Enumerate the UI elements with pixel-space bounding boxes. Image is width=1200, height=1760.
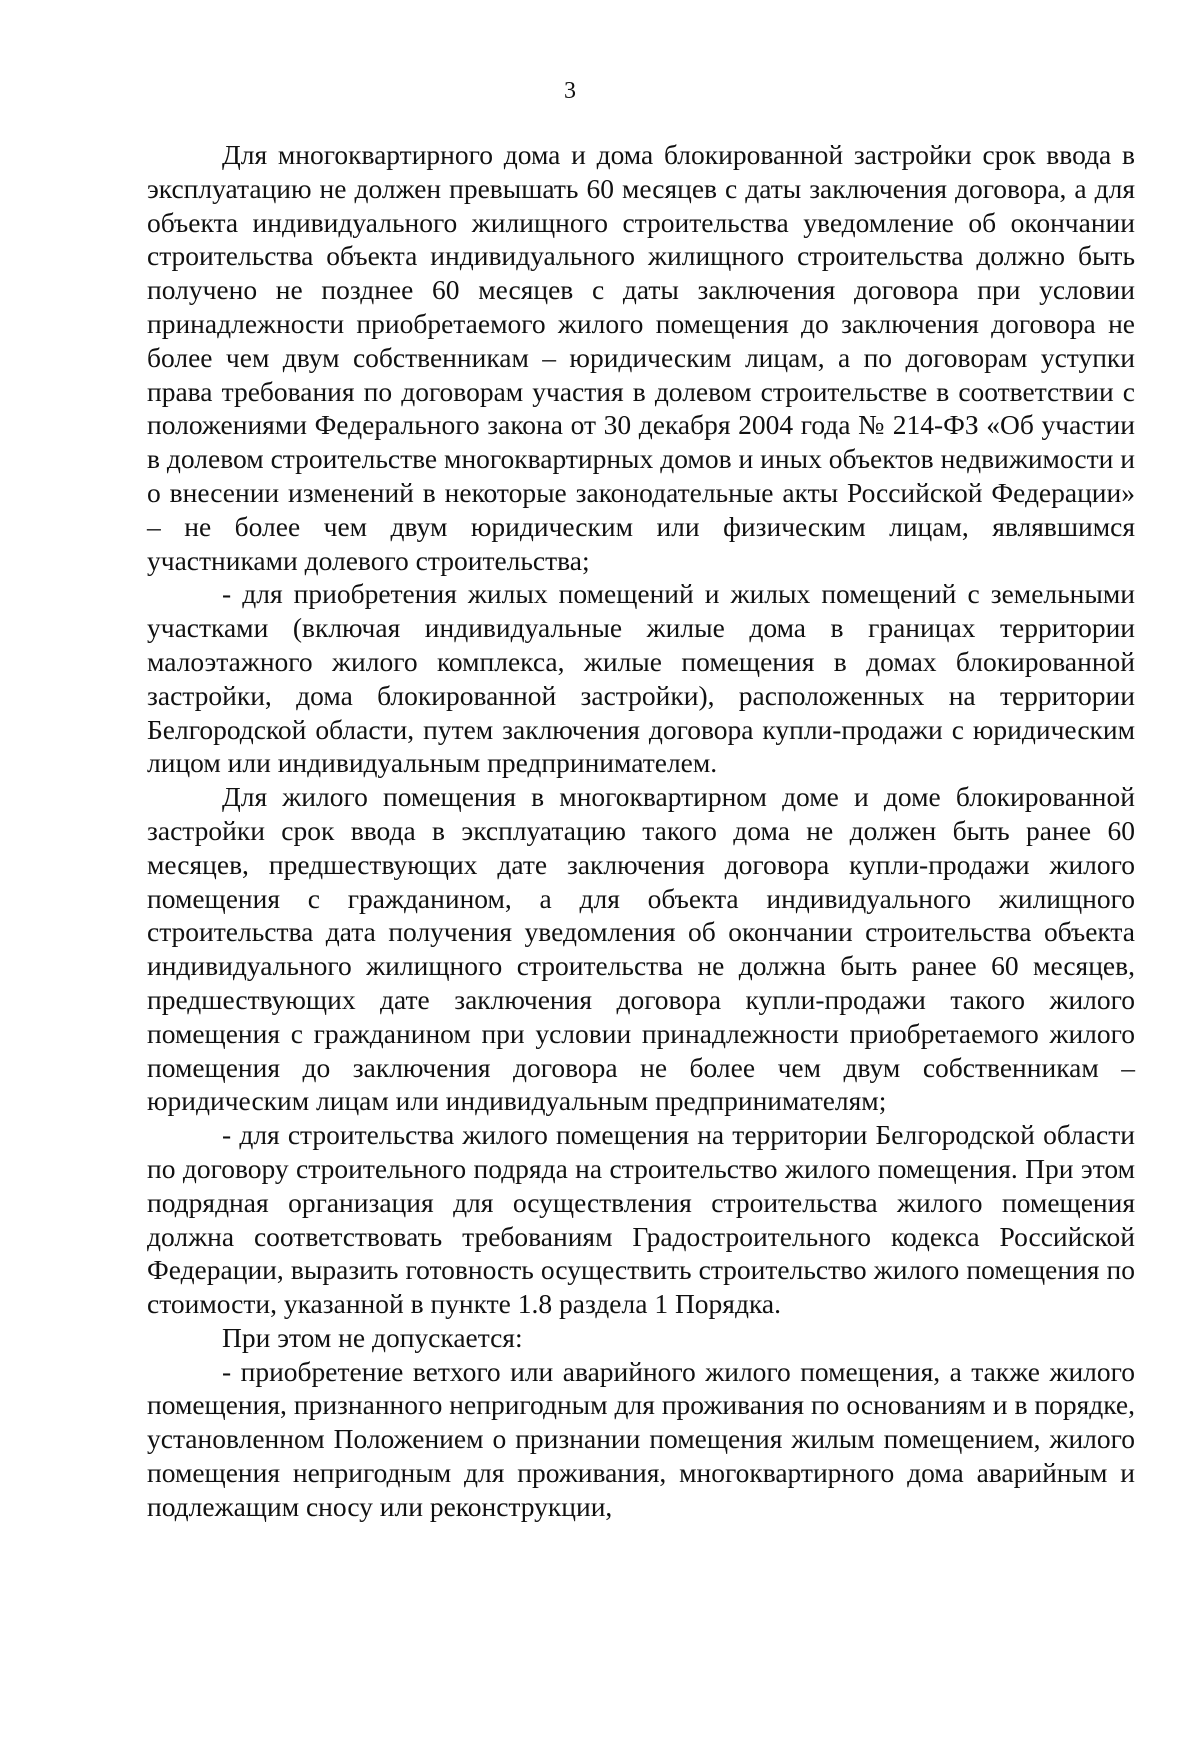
paragraph-purchase-from-legal-entity: - для приобретения жилых помещений и жилых помещений с земельными участками (включая индивидуальные жилые дома в границах территории малоэтажного жилого комплекса, жилые помещения в домах блокированной застройки, дома блокированной застройки), расположенных на территории Белгородской области, путем заключения договора купли-продажи с юридическим лицом или индивидуальным предпринимателем. xyxy=(147,578,1135,779)
document-body xyxy=(147,138,1135,1524)
paragraph-completion-deadline: Для многоквартирного дома и дома блокированной застройки срок ввода в эксплуатацию не должен превышать 60 месяцев с даты заключения договора, а для объекта индивидуального жилищного строительства уведомление об окончании строительства объекта индивидуального жилищного строительства должно быть получено не позднее 60 месяцев с даты заключения договора при условии принадлежности приобретаемого жилого помещения до заключения договора не более чем двум собственникам – юридическим лицам, а по договорам уступки права требования по договорам участия в долевом строительстве в соответствии с положениями Федерального закона от 30 декабря 2004 года № 214-ФЗ «Об участии в долевом строительстве многоквартирных домов и иных объектов недвижимости и о внесении изменений в некоторые законодательные акты Российской Федерации» – не более чем двум юридическим или физическим лицам, являвшимся участниками долевого строительства; xyxy=(147,139,1135,576)
paragraph-not-allowed-heading: При этом не допускается: xyxy=(222,1321,523,1353)
paragraph-construction-contract: - для строительства жилого помещения на территории Белгородской области по договору строительного подряда на строительство жилого помещения. При этом подрядная организация для осуществления строительства жилого помещения должна соответствовать требованиям Градостроительного кодекса Российской Федерации, выразить готовность осуществить строительство жилого помещения по стоимости, указанной в пункте 1.8 раздела 1 Порядка. xyxy=(147,1119,1135,1320)
paragraph-dilapidated-housing: - приобретение ветхого или аварийного жилого помещения, а также жилого помещения, признанного непригодным для проживания по основаниям и в порядке, установленном Положением о признании помещения жилым помещением, жилого помещения непригодным для проживания, многоквартирного дома аварийным и подлежащим сносу или реконструкции, xyxy=(147,1355,1135,1522)
page-number: 3 xyxy=(564,78,576,104)
paragraph-commissioning-period: Для жилого помещения в многоквартирном доме и доме блокированной застройки срок ввода в эксплуатацию такого дома не должен быть ранее 60 месяцев, предшествующих дате заключения договора купли-продажи жилого помещения с гражданином, а для объекта индивидуального жилищного строительства дата получения уведомления об окончании строительства объекта индивидуального жилищного строительства не должна быть ранее 60 месяцев, предшествующих дате заключения договора купли-продажи такого жилого помещения с гражданином при условии принадлежности приобретаемого жилого помещения до заключения договора не более чем двум собственникам – юридическим лицам или индивидуальным предпринимателям; xyxy=(147,781,1135,1117)
